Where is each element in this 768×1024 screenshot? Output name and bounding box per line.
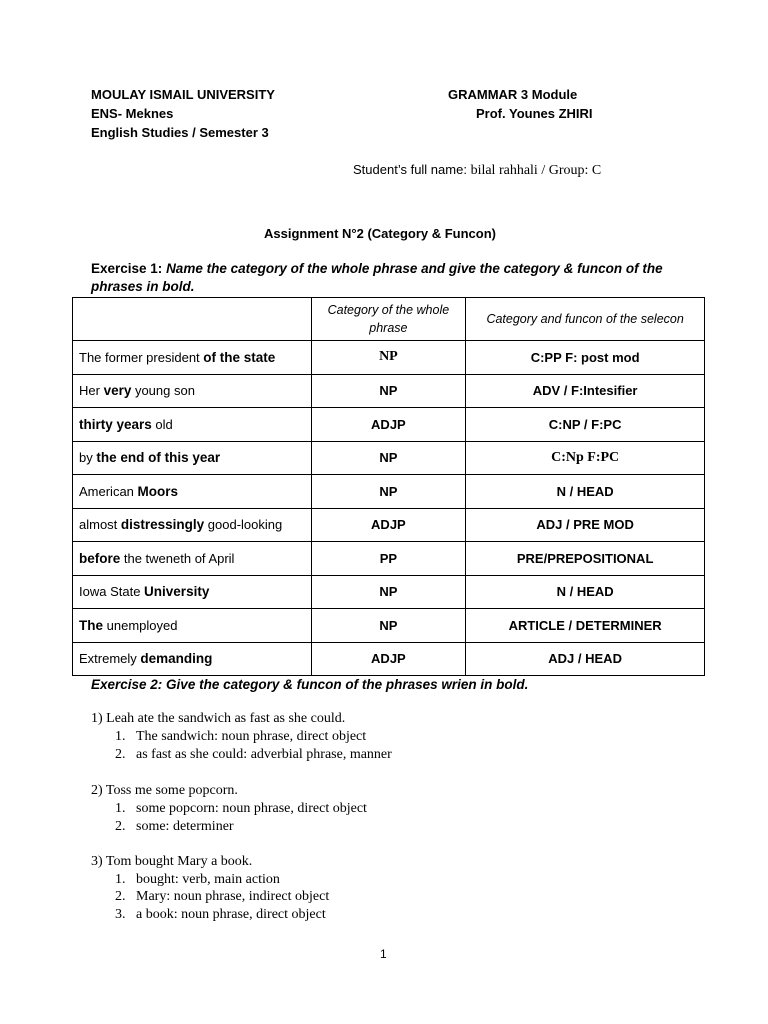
phrase-bold: before <box>79 550 121 566</box>
phrase-pre: by <box>79 450 97 466</box>
phrase-bold: demanding <box>140 651 213 667</box>
header-cell-function: Category and funcon of the selecon <box>466 298 705 341</box>
university-name: MOULAY ISMAIL UNIVERSITY <box>91 87 275 102</box>
exercise2-sentence-3: 3) Tom bought Mary a book. <box>91 854 253 869</box>
student-label: Student’s full name: <box>353 162 471 177</box>
phrase-cell <box>73 341 312 375</box>
list-item: 1. some popcorn: noun phrase, direct object <box>115 801 367 816</box>
list-item: 1. bought: verb, main action <box>115 872 280 887</box>
function-cell: PRE/PREPOSITIONAL <box>466 542 705 576</box>
phrase-cell <box>73 374 312 408</box>
exercise2-sentence-2: 2) Toss me some popcorn. <box>91 783 238 798</box>
phrase-pre: almost <box>79 517 121 533</box>
table-row <box>73 508 705 542</box>
category-cell: ADJP <box>311 508 466 542</box>
list-item: 2. as fast as she could: adverbial phrase, manner <box>115 747 392 762</box>
list-item: 3. a book: noun phrase, direct object <box>115 907 326 922</box>
assignment-title: Assignment N°2 (Category & Funcon) <box>264 226 496 241</box>
category-cell: NP <box>311 441 466 475</box>
category-cell: ADJP <box>311 642 466 676</box>
phrase-post: good-looking <box>204 517 283 533</box>
phrase-cell <box>73 408 312 442</box>
table-row <box>73 408 705 442</box>
student-info <box>353 162 601 179</box>
phrase-post: the tweneth of April <box>120 550 235 566</box>
answer-text: as fast as she could: adverbial phrase, manner <box>136 747 392 762</box>
category-cell: NP <box>311 609 466 643</box>
exercise1-table <box>72 297 705 676</box>
header-cell-phrase <box>73 298 312 341</box>
phrase-post: young son <box>131 383 195 399</box>
table-row <box>73 441 705 475</box>
category-cell: ADJP <box>311 408 466 442</box>
student-value: bilal rahhali / Group: C <box>470 163 602 178</box>
phrase-bold: of the state <box>203 349 276 365</box>
exercise1-instruction-cont: phrases in bold. <box>91 279 195 294</box>
function-cell: ARTICLE / DETERMINER <box>466 609 705 643</box>
phrase-bold: the end of this year <box>96 450 221 466</box>
phrase-cell <box>73 575 312 609</box>
page-number: 1 <box>380 947 387 961</box>
list-item: 2. some: determiner <box>115 819 234 834</box>
answer-text: The sandwich: noun phrase, direct object <box>136 729 367 744</box>
phrase-bold: Moors <box>137 483 179 499</box>
phrase-bold: The <box>79 617 104 633</box>
category-cell: NP <box>311 341 466 375</box>
phrase-post: old <box>151 416 173 432</box>
table-row <box>73 374 705 408</box>
category-cell: PP <box>311 542 466 576</box>
exercise1-instruction: Name the category of the whole phrase and give the category & funcon of the <box>166 261 663 276</box>
phrase-post: unemployed <box>103 617 178 633</box>
phrase-cell <box>73 475 312 509</box>
function-cell: N / HEAD <box>466 475 705 509</box>
list-item: 1. The sandwich: noun phrase, direct object <box>115 729 367 744</box>
phrase-bold: distressingly <box>120 517 205 533</box>
list-item: 2. Mary: noun phrase, indirect object <box>115 889 330 904</box>
answer-text: some popcorn: noun phrase, direct object <box>136 801 367 816</box>
table-row <box>73 542 705 576</box>
professor-name: Prof. Younes ZHIRI <box>476 106 593 121</box>
answer-text: a book: noun phrase, direct object <box>136 907 326 922</box>
phrase-pre: The former president <box>79 349 204 365</box>
function-cell: C:NP / F:PC <box>466 408 705 442</box>
function-cell: ADV / F:Intesifier <box>466 374 705 408</box>
phrase-cell <box>73 441 312 475</box>
exercise2-heading: Exercise 2: Give the category & funcon of the phrases wrien in bold. <box>91 677 529 692</box>
table-row <box>73 575 705 609</box>
function-cell: N / HEAD <box>466 575 705 609</box>
school-name: ENS- Meknes <box>91 106 174 121</box>
category-cell: NP <box>311 475 466 509</box>
table-row <box>73 609 705 643</box>
function-cell: C:Np F:PC <box>466 441 705 475</box>
phrase-bold: thirty years <box>79 416 152 432</box>
program-name: English Studies / Semester 3 <box>91 125 269 140</box>
phrase-bold: very <box>103 383 132 399</box>
module-name: GRAMMAR 3 Module <box>448 87 578 102</box>
category-cell: NP <box>311 374 466 408</box>
answer-text: bought: verb, main action <box>136 872 280 887</box>
phrase-cell <box>73 642 312 676</box>
table-row <box>73 642 705 676</box>
phrase-cell <box>73 508 312 542</box>
phrase-cell <box>73 609 312 643</box>
function-cell: ADJ / HEAD <box>466 642 705 676</box>
header-cell-category: Category of the whole phrase <box>311 298 466 341</box>
table-header-row <box>73 298 705 341</box>
exercise2-sentence-1: 1) Leah ate the sandwich as fast as she could. <box>91 711 346 726</box>
table-row <box>73 475 705 509</box>
phrase-pre: Her <box>79 383 104 399</box>
phrase-pre: American <box>79 483 138 499</box>
function-cell: ADJ / PRE MOD <box>466 508 705 542</box>
phrase-bold: University <box>144 584 210 600</box>
answer-text: Mary: noun phrase, indirect object <box>136 889 330 904</box>
phrase-cell <box>73 542 312 576</box>
table-row <box>73 341 705 375</box>
phrase-pre: Iowa State <box>79 584 145 600</box>
exercise1-heading <box>91 261 663 276</box>
exercise1-label: Exercise 1: <box>91 261 167 276</box>
category-cell: NP <box>311 575 466 609</box>
function-cell: C:PP F: post mod <box>466 341 705 375</box>
phrase-pre: Extremely <box>79 651 141 667</box>
answer-text: some: determiner <box>136 819 234 834</box>
